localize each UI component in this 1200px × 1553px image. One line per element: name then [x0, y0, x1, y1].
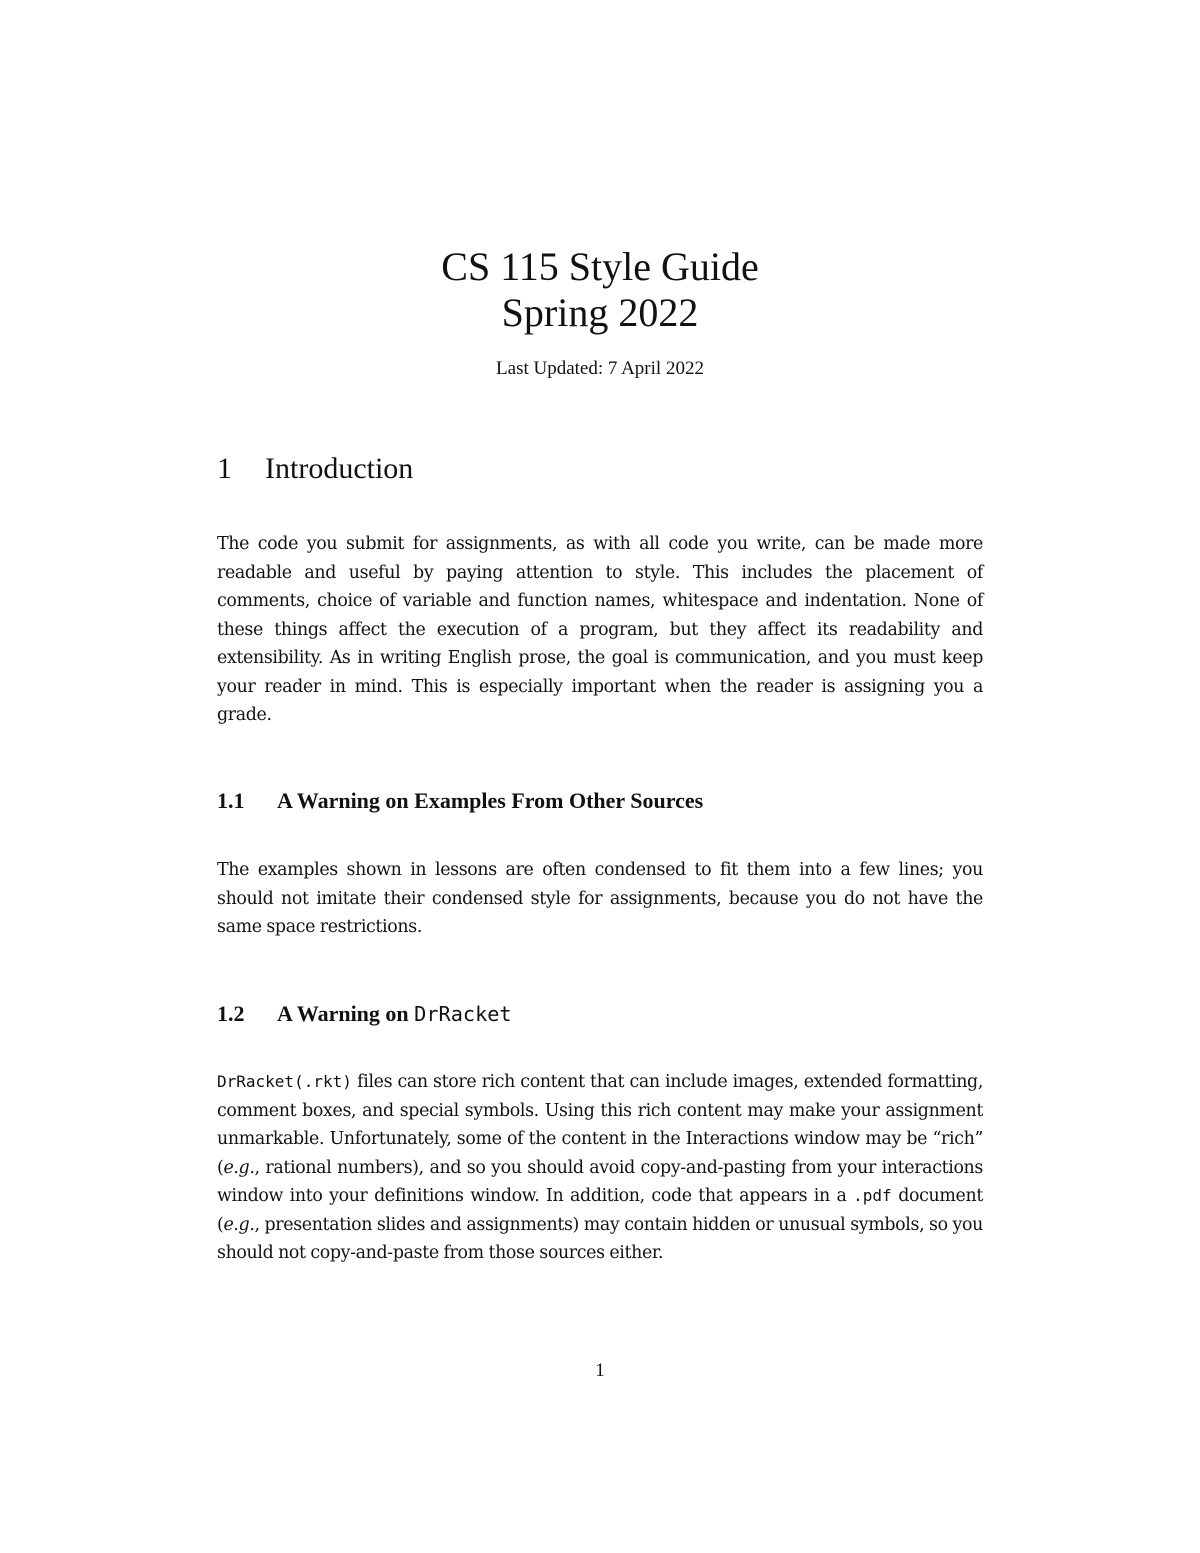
subsection-title	[277, 1001, 512, 1027]
subsection-title: A Warning on Examples From Other Sources	[277, 788, 704, 813]
paragraph: The code you submit for assignments, as with all code you write, can be made more readable and useful by paying attention to style. This includes the placement of comments, choice of variable and function names, whitespace and indentation. None of these things affect the execution of a program, but they affect its readability and extensibility. As in writing English prose, the goal is communication, and you must keep your reader in mind. This is especially important when the reader is assigning you a grade.	[217, 534, 983, 725]
paragraph-text: , rational numbers), and so you should avoid copy-and-pasting from your interactions window into your definitions window. In addition, code that appears in a	[217, 1157, 983, 1206]
page-number: 1	[595, 1360, 605, 1381]
last-updated: Last Updated: 7 April 2022	[496, 358, 704, 379]
subsection-number: 1.1	[217, 788, 245, 813]
inline-code: .pdf	[853, 1186, 892, 1205]
title-block	[0, 244, 1200, 380]
subsection-warning-drracket	[217, 1001, 983, 1027]
paragraph: The examples shown in lessons are often condensed to fit them into a few lines; you should not imitate their condensed style for assignments, because you do not have the same space restrictions.	[217, 860, 983, 937]
section-number: 1	[217, 452, 232, 485]
paragraph-text: files can store rich content that can include images, extended formatting, comment boxes, and special symbols. Using this rich content may make your assignment unmarkable. Unfortunately, some of the content in the Interactions window may be “rich” (	[217, 1072, 983, 1178]
paragraph	[217, 1068, 983, 1268]
section-introduction-body	[217, 530, 983, 730]
emphasis: e.g.	[223, 1157, 255, 1178]
section-title: Introduction	[265, 452, 414, 485]
section-introduction	[217, 452, 983, 486]
subsection-warning-drracket-body	[217, 1068, 983, 1268]
document-term: Spring 2022	[501, 290, 699, 335]
paragraph-text: , presentation slides and assignments) may contain hidden or unusual symbols, so you should not copy-and-paste from those sources either.	[217, 1214, 983, 1263]
section-heading	[217, 452, 983, 486]
inline-code: DrRacket(.rkt)	[217, 1072, 352, 1091]
document-title: CS 115 Style Guide	[441, 244, 759, 289]
emphasis: e.g.	[223, 1214, 255, 1235]
subsection-title-text: A Warning on	[277, 1001, 415, 1026]
subsection-title-code: DrRacket	[414, 1002, 512, 1026]
subsection-warning-examples	[217, 788, 983, 814]
subsection-warning-examples-body	[217, 856, 983, 942]
subsection-heading	[217, 788, 983, 814]
subsection-number: 1.2	[217, 1001, 245, 1026]
paragraph-text: document (	[217, 1186, 983, 1235]
subsection-heading	[217, 1001, 983, 1027]
